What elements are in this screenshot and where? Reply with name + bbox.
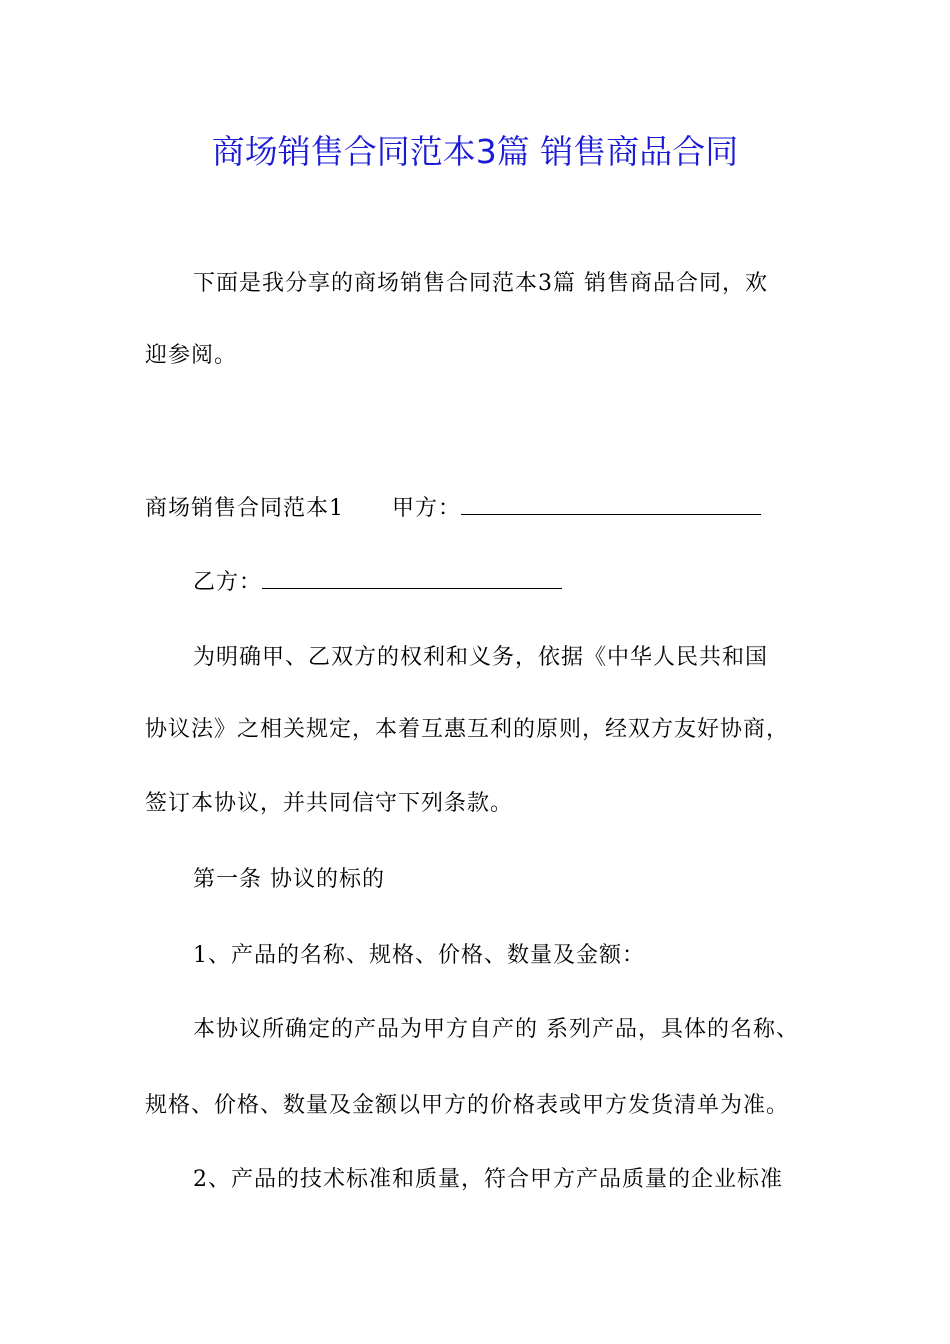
paragraph-1-line-1: 为明确甲、乙双方的权利和义务，依据《中华人民共和国 bbox=[193, 645, 769, 670]
party-b-blank bbox=[262, 566, 562, 589]
party-b-row bbox=[193, 566, 562, 599]
paragraph-2-line-1: 本协议所确定的产品为甲方自产的 系列产品，具体的名称、 bbox=[193, 1017, 799, 1042]
party-a-label: 甲方： bbox=[392, 496, 462, 521]
intro-line-1: 下面是我分享的商场销售合同范本3篇 销售商品合同，欢 bbox=[193, 271, 768, 296]
paragraph-2-line-2: 规格、价格、数量及金额以甲方的价格表或甲方发货清单为准。 bbox=[145, 1093, 790, 1118]
party-a-blank bbox=[461, 492, 761, 515]
paragraph-1-line-2: 协议法》之相关规定，本着互惠互利的原则，经双方友好协商， bbox=[145, 717, 790, 742]
item-2: 2、产品的技术标准和质量，符合甲方产品质量的企业标准 bbox=[193, 1167, 783, 1192]
item-1: 1、产品的名称、规格、价格、数量及金额： bbox=[193, 943, 645, 968]
contract-heading: 商场销售合同范本1 bbox=[145, 496, 344, 521]
document-title: 商场销售合同范本3篇 销售商品合同 bbox=[211, 132, 739, 171]
intro-line-2: 迎参阅。 bbox=[145, 343, 238, 368]
contract-heading-row bbox=[145, 492, 761, 525]
article-1-heading: 第一条 协议的标的 bbox=[193, 867, 385, 892]
party-b-label: 乙方： bbox=[193, 570, 263, 595]
paragraph-1-line-3: 签订本协议，并共同信守下列条款。 bbox=[145, 791, 514, 816]
